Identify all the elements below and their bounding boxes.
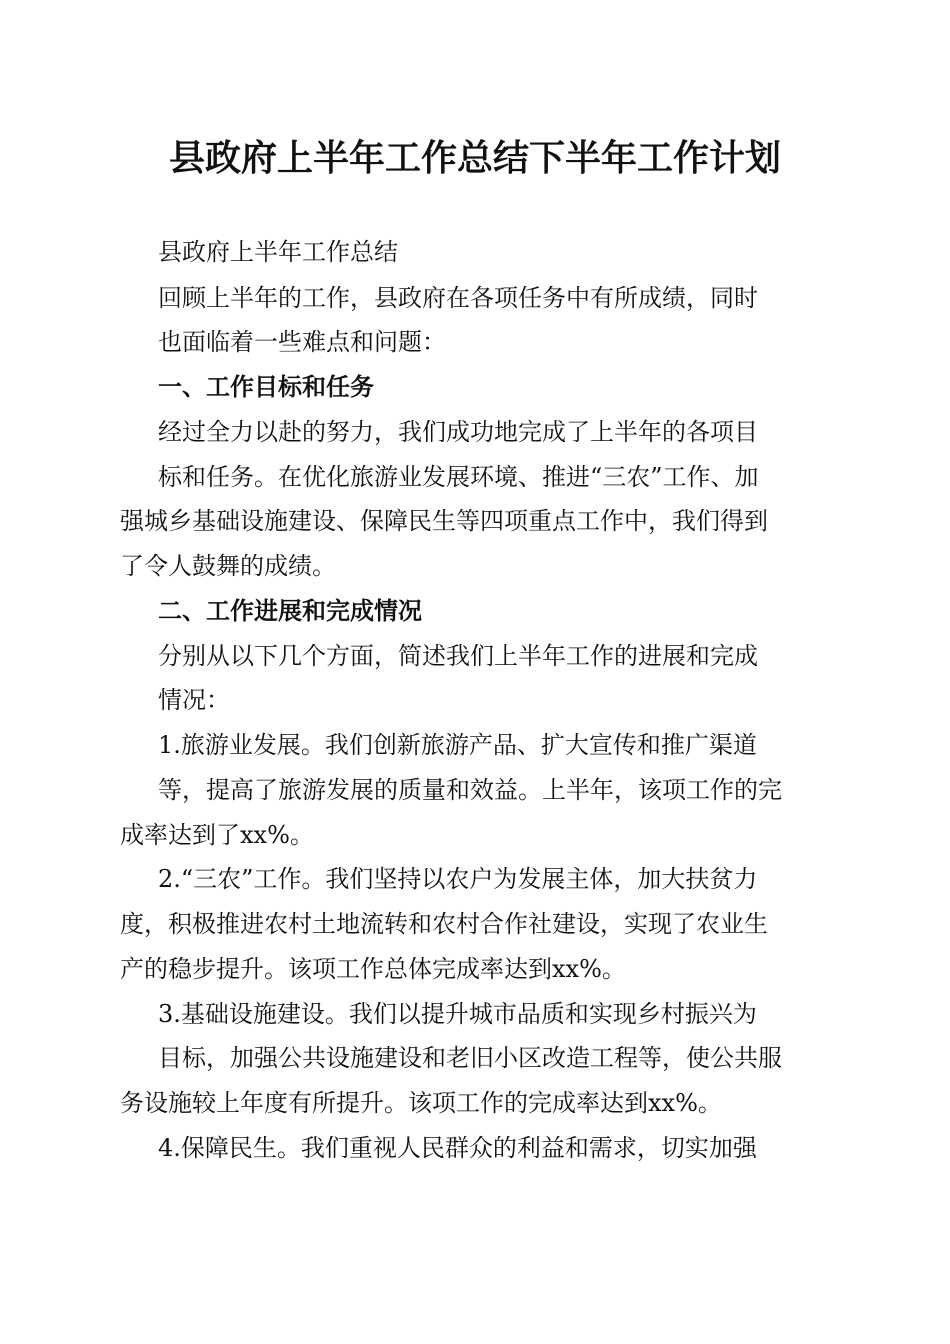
section-heading-summary: 县政府上半年工作总结 <box>158 238 398 266</box>
section-heading-goals: 一、工作目标和任务 <box>158 373 374 401</box>
section-heading-progress: 二、工作进展和完成情况 <box>158 597 422 625</box>
paragraph-line: 了令人鼓舞的成绩。 <box>120 552 336 580</box>
list-item-line: 目标，加强公共设施建设和老旧小区改造工程等，使公共服 <box>158 1044 782 1072</box>
list-item-line: 2.“三农”工作。我们坚持以农户为发展主体，加大扶贫力 <box>158 865 758 893</box>
paragraph-line: 分别从以下几个方面，简述我们上半年工作的进展和完成 <box>158 642 758 670</box>
paragraph-line: 回顾上半年的工作，县政府在各项任务中有所成绩，同时 <box>158 284 758 312</box>
list-item-line: 度，积极推进农村土地流转和农村合作社建设，实现了农业生 <box>120 910 768 938</box>
list-item-line: 4.保障民生。我们重视人民群众的利益和需求，切实加强 <box>158 1134 757 1162</box>
paragraph-line: 也面临着一些难点和问题： <box>158 328 446 356</box>
paragraph-line: 情况： <box>158 686 230 714</box>
list-item-line: 1.旅游业发展。我们创新旅游产品、扩大宣传和推广渠道 <box>158 731 757 759</box>
paragraph-line: 强城乡基础设施建设、保障民生等四项重点工作中，我们得到 <box>120 507 768 535</box>
document-title: 县政府上半年工作总结下半年工作计划 <box>168 137 781 179</box>
list-item-line: 3.基础设施建设。我们以提升城市品质和实现乡村振兴为 <box>158 1000 757 1028</box>
paragraph-line: 标和任务。在优化旅游业发展环境、推进“三农”工作、加 <box>158 463 759 491</box>
list-item-line: 务设施较上年度有所提升。该项工作的完成率达到xx%。 <box>120 1089 722 1117</box>
list-item-line: 成率达到了xx%。 <box>120 821 314 849</box>
paragraph-line: 经过全力以赴的努力，我们成功地完成了上半年的各项目 <box>158 418 758 446</box>
list-item-line: 产的稳步提升。该项工作总体完成率达到xx%。 <box>120 955 626 983</box>
list-item-line: 等，提高了旅游发展的质量和效益。上半年，该项工作的完 <box>158 776 782 804</box>
